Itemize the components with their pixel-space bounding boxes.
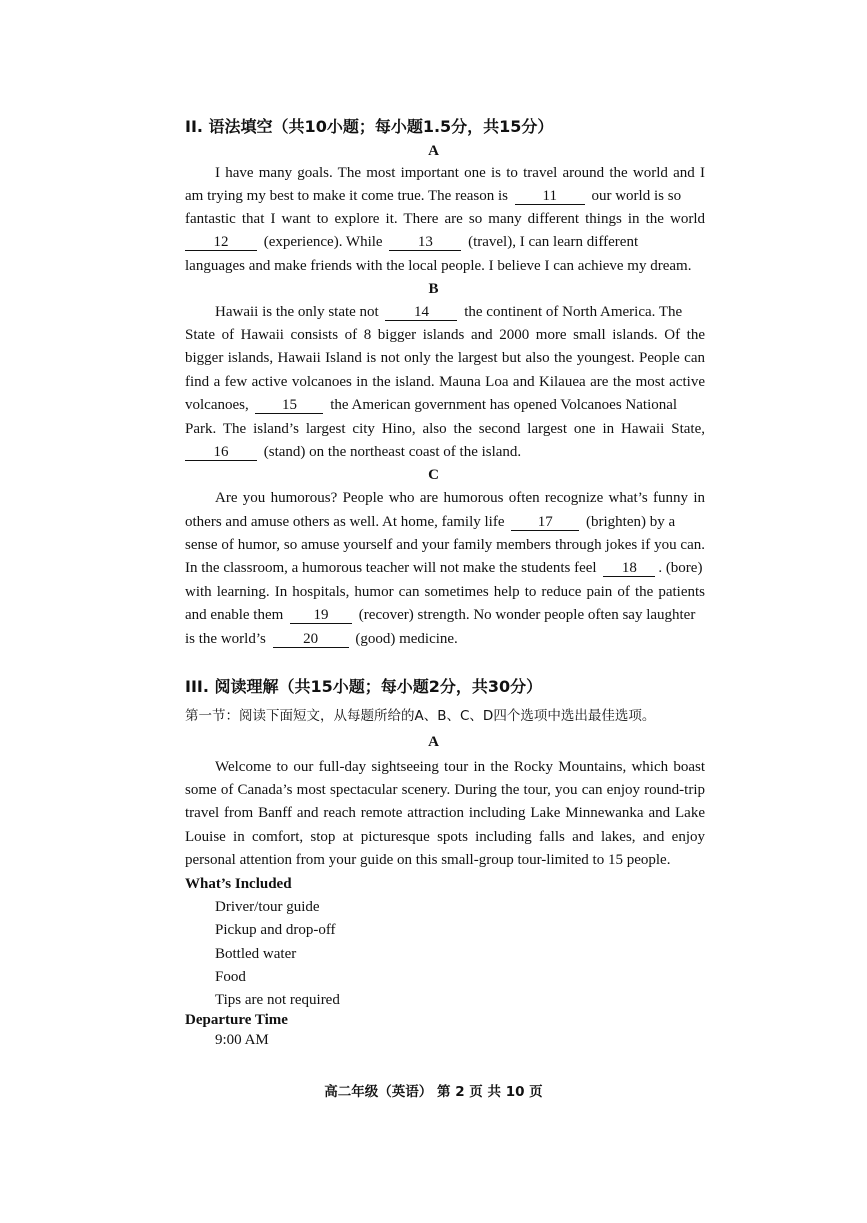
reading-a-line-3: travel from Banff and reach remote attraction including Lake Minnewanka and Lake (185, 805, 705, 821)
blank-16[interactable]: 16 (185, 444, 257, 461)
passage-a-line-1: I have many goals. The most important one is to travel around the world and I (215, 165, 705, 181)
passage-b-line-2: State of Hawaii consists of 8 bigger islands and 2000 more small islands. Of the (185, 327, 705, 343)
passage-c-line-5: with learning. In hospitals, humor can sometimes help to reduce pain of the patients (185, 584, 705, 600)
passage-b-line-5: volcanoes, 15 the American government has opened Volcanoes National (185, 397, 678, 413)
passage-c-letter: C (428, 467, 439, 483)
departure-heading: Departure Time (185, 1012, 288, 1028)
blank-19[interactable]: 19 (290, 607, 352, 624)
blank-12[interactable]: 12 (185, 234, 257, 251)
passage-a-line-3: fantastic that I want to explore it. There are so many different things in the world (185, 211, 705, 227)
reading-a-letter: A (428, 734, 439, 750)
reading-a-line-5: personal attention from your guide on this small-group tour-limited to 15 people. (185, 852, 671, 868)
passage-b-line-1: Hawaii is the only state not 14 the continent of North America. The (215, 304, 683, 320)
passage-b-line-4: find a few active volcanoes in the island. Mauna Loa and Kilauea are the most active (185, 374, 705, 390)
passage-c-line-7: is the world’s 20 (good) medicine. (185, 631, 458, 647)
passage-a-line-4: 12 (experience). While 13 (travel), I can learn different (185, 234, 705, 251)
reading-a-line-4: Louise in comfort, stop at picturesque spots including falls and lakes, and enjoy (185, 829, 705, 845)
blank-14[interactable]: 14 (385, 304, 457, 321)
included-item: Bottled water (215, 946, 297, 962)
included-item: Tips are not required (215, 992, 340, 1008)
reading-a-line-2: some of Canada’s most spectacular scenery. During the tour, you can enjoy round-trip (185, 782, 705, 798)
section-3-title: III. 阅读理解（共15小题；每小题2分，共30分） (185, 677, 543, 696)
blank-13[interactable]: 13 (389, 234, 461, 251)
passage-c-line-1: Are you humorous? People who are humorous often recognize what’s funny in (215, 490, 705, 506)
included-item: Pickup and drop-off (215, 922, 336, 938)
section-3-instruction: 第一节：阅读下面短文，从每题所给的A、B、C、D四个选项中选出最佳选项。 (185, 708, 656, 724)
passage-c-line-3: sense of humor, so amuse yourself and your family members through jokes if you can. (185, 537, 705, 553)
included-item: Driver/tour guide (215, 899, 320, 915)
passage-a-line-5: languages and make friends with the local people. I believe I can achieve my dream. (185, 258, 692, 274)
passage-b-letter: B (428, 281, 439, 297)
passage-c-line-6: and enable them 19 (recover) strength. No wonder people often say laughter (185, 607, 696, 623)
blank-20[interactable]: 20 (273, 631, 349, 648)
passage-a-line-2: am trying my best to make it come true. The reason is 11 our world is so (185, 188, 682, 204)
passage-a-letter: A (428, 143, 439, 159)
blank-11[interactable]: 11 (515, 188, 585, 205)
passage-b-line-3: bigger islands, Hawaii Island is not only the largest but also the youngest. People can (185, 350, 705, 366)
departure-time: 9:00 AM (215, 1032, 269, 1048)
included-heading: What’s Included (185, 876, 292, 892)
passage-b-line-7: 16 (stand) on the northeast coast of the island. (185, 444, 705, 461)
blank-18[interactable]: 18 (603, 560, 655, 577)
passage-c-line-4: In the classroom, a humorous teacher will not make the students feel 18 . (bore) (185, 560, 703, 576)
reading-a-line-1: Welcome to our full-day sightseeing tour in the Rocky Mountains, which boast (215, 759, 705, 775)
blank-15[interactable]: 15 (255, 397, 323, 414)
page-footer: 高二年级（英语） 第 2 页 共 10 页 (324, 1084, 543, 1100)
passage-c-line-2: others and amuse others as well. At home, family life 17 (brighten) by a (185, 514, 676, 530)
section-2-title: II. 语法填空（共10小题；每小题1.5分，共15分） (185, 117, 554, 136)
blank-17[interactable]: 17 (511, 514, 579, 531)
passage-b-line-6: Park. The island’s largest city Hino, also the second largest one in Hawaii State, (185, 421, 705, 437)
included-item: Food (215, 969, 246, 985)
